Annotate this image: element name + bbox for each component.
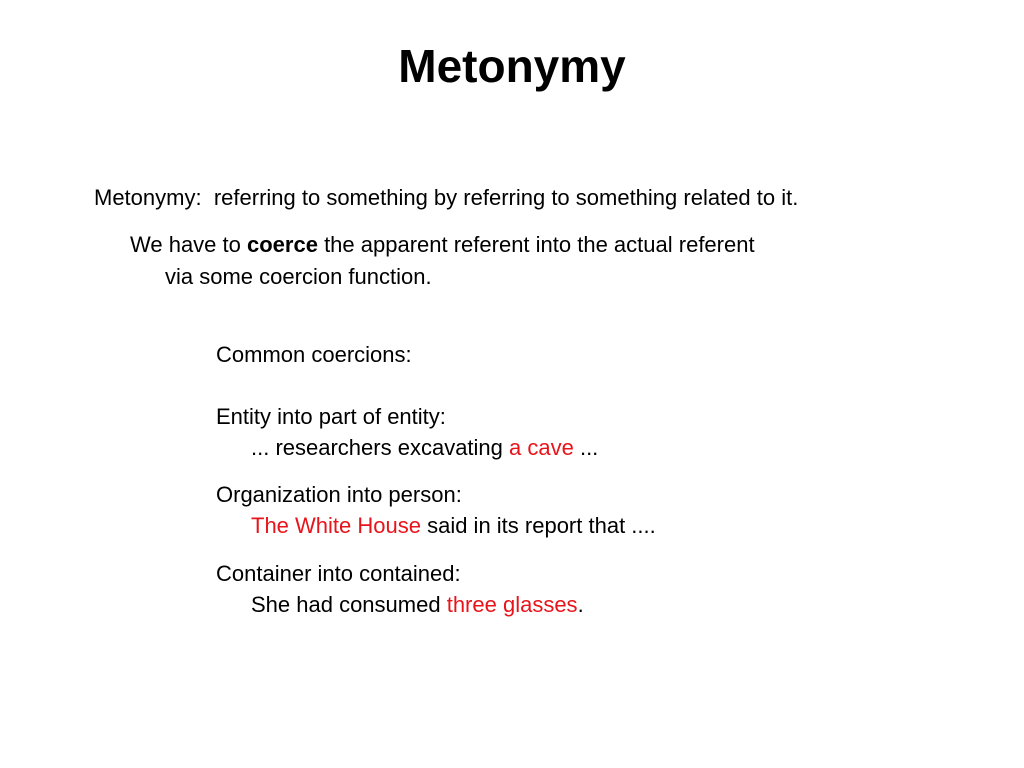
example-text-after: ...	[573, 435, 599, 460]
example-highlight: The White House	[251, 513, 421, 538]
coerce-note-line-1	[130, 232, 755, 258]
definition-term: Metonymy:	[94, 185, 202, 210]
coerce-note-line-2: via some coercion function.	[165, 264, 432, 289]
definition-text: referring to something by referring to something related to it.	[213, 185, 799, 210]
coercion-example-organization	[251, 513, 656, 539]
example-text-before: ... researchers excavating	[251, 435, 510, 460]
coerce-keyword: coerce	[247, 232, 318, 257]
definition-line	[94, 185, 798, 211]
example-text-after: said in its report that ....	[420, 513, 656, 538]
example-text-after: .	[577, 592, 584, 617]
coercion-example-entity	[251, 435, 598, 461]
coercion-label-entity: Entity into part of entity:	[216, 404, 446, 429]
coercion-label-organization: Organization into person:	[216, 482, 462, 507]
slide-title: Metonymy	[398, 40, 626, 92]
coercion-label-container: Container into contained:	[216, 561, 461, 586]
example-highlight: a cave	[509, 435, 574, 460]
coerce-note-prefix: We have to	[130, 232, 247, 257]
coercions-heading: Common coercions:	[216, 342, 412, 367]
example-highlight: three glasses	[446, 592, 578, 617]
coercion-example-container	[251, 592, 584, 618]
example-text-before: She had consumed	[251, 592, 447, 617]
coerce-note-suffix: the apparent referent into the actual referent	[317, 232, 755, 257]
